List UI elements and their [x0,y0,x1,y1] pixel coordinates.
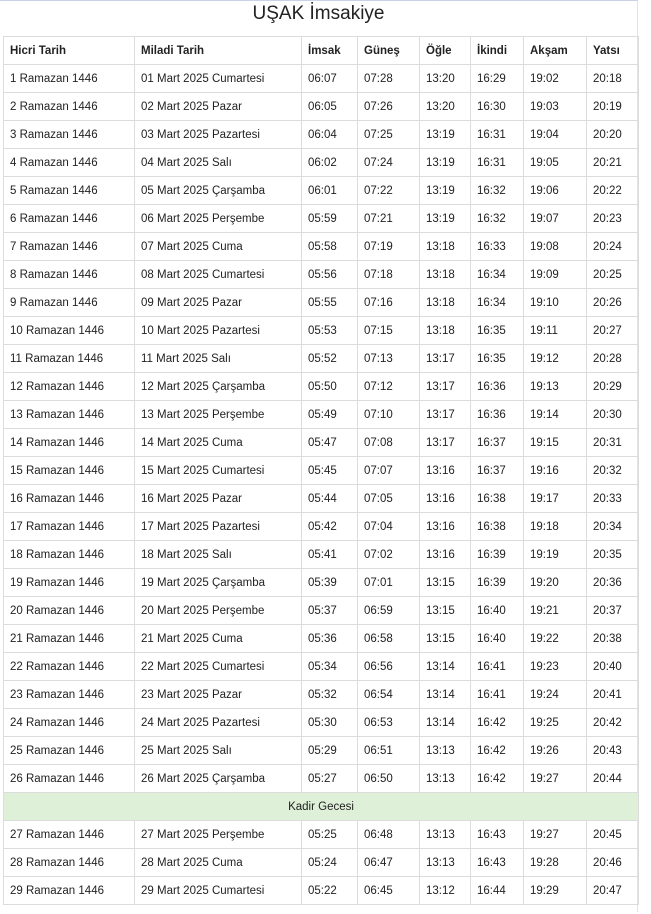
cell-aksam: 19:10 [524,289,587,317]
cell-gunes: 06:51 [358,737,420,765]
cell-yatsi: 20:43 [587,737,639,765]
cell-gunes: 07:19 [358,233,420,261]
cell-ogle: 13:18 [420,317,471,345]
cell-imsak: 05:53 [302,317,358,345]
cell-imsak: 05:22 [302,877,358,905]
cell-hicri-tarih: 7 Ramazan 1446 [4,233,135,261]
cell-yatsi: 20:36 [587,569,639,597]
cell-imsak: 05:50 [302,373,358,401]
cell-ogle: 13:16 [420,513,471,541]
cell-hicri-tarih: 3 Ramazan 1446 [4,121,135,149]
cell-aksam: 19:09 [524,261,587,289]
cell-hicri-tarih: 23 Ramazan 1446 [4,681,135,709]
cell-gunes: 06:53 [358,709,420,737]
cell-gunes: 07:12 [358,373,420,401]
cell-aksam: 19:29 [524,877,587,905]
cell-ogle: 13:18 [420,261,471,289]
cell-miladi-tarih: 07 Mart 2025 Cuma [135,233,302,261]
cell-ikindi: 16:36 [471,373,524,401]
cell-miladi-tarih: 10 Mart 2025 Pazartesi [135,317,302,345]
cell-imsak: 05:34 [302,653,358,681]
cell-ogle: 13:18 [420,289,471,317]
table-row [4,121,639,149]
cell-gunes: 06:56 [358,653,420,681]
cell-aksam: 19:03 [524,93,587,121]
cell-ogle: 13:13 [420,821,471,849]
special-row-label: Kadir Gecesi [4,793,639,821]
cell-miladi-tarih: 15 Mart 2025 Cumartesi [135,457,302,485]
cell-imsak: 05:45 [302,457,358,485]
cell-yatsi: 20:31 [587,429,639,457]
cell-imsak: 05:37 [302,597,358,625]
table-row [4,177,639,205]
cell-yatsi: 20:37 [587,597,639,625]
cell-aksam: 19:21 [524,597,587,625]
cell-miladi-tarih: 19 Mart 2025 Çarşamba [135,569,302,597]
cell-miladi-tarih: 24 Mart 2025 Pazartesi [135,709,302,737]
table-row [4,541,639,569]
cell-aksam: 19:28 [524,849,587,877]
cell-ikindi: 16:44 [471,877,524,905]
cell-ikindi: 16:34 [471,289,524,317]
cell-ikindi: 16:29 [471,65,524,93]
table-row [4,261,639,289]
cell-imsak: 05:58 [302,233,358,261]
cell-aksam: 19:26 [524,737,587,765]
cell-yatsi: 20:24 [587,233,639,261]
cell-gunes: 06:59 [358,597,420,625]
cell-gunes: 07:21 [358,205,420,233]
cell-miladi-tarih: 17 Mart 2025 Pazartesi [135,513,302,541]
cell-hicri-tarih: 20 Ramazan 1446 [4,597,135,625]
table-row [4,877,639,905]
cell-ogle: 13:15 [420,625,471,653]
cell-yatsi: 20:46 [587,849,639,877]
cell-hicri-tarih: 4 Ramazan 1446 [4,149,135,177]
table-row [4,373,639,401]
cell-imsak: 05:24 [302,849,358,877]
cell-imsak: 06:07 [302,65,358,93]
cell-miladi-tarih: 09 Mart 2025 Pazar [135,289,302,317]
cell-yatsi: 20:32 [587,457,639,485]
cell-gunes: 07:22 [358,177,420,205]
cell-gunes: 07:01 [358,569,420,597]
cell-ogle: 13:16 [420,541,471,569]
special-row [4,793,639,821]
cell-hicri-tarih: 15 Ramazan 1446 [4,457,135,485]
cell-hicri-tarih: 16 Ramazan 1446 [4,485,135,513]
cell-ikindi: 16:43 [471,849,524,877]
cell-hicri-tarih: 22 Ramazan 1446 [4,653,135,681]
cell-gunes: 07:16 [358,289,420,317]
cell-ogle: 13:17 [420,345,471,373]
cell-ogle: 13:13 [420,737,471,765]
cell-ogle: 13:20 [420,93,471,121]
cell-imsak: 05:30 [302,709,358,737]
cell-yatsi: 20:26 [587,289,639,317]
cell-miladi-tarih: 04 Mart 2025 Salı [135,149,302,177]
cell-gunes: 07:04 [358,513,420,541]
cell-miladi-tarih: 18 Mart 2025 Salı [135,541,302,569]
table-row [4,765,639,793]
cell-gunes: 07:02 [358,541,420,569]
cell-hicri-tarih: 10 Ramazan 1446 [4,317,135,345]
cell-yatsi: 20:47 [587,877,639,905]
cell-ogle: 13:20 [420,65,471,93]
cell-gunes: 07:05 [358,485,420,513]
cell-miladi-tarih: 29 Mart 2025 Cumartesi [135,877,302,905]
table-row [4,849,639,877]
cell-gunes: 07:25 [358,121,420,149]
table-row [4,317,639,345]
header-gunes: Güneş [358,37,420,65]
cell-ogle: 13:17 [420,373,471,401]
cell-ikindi: 16:37 [471,429,524,457]
cell-ogle: 13:12 [420,877,471,905]
cell-ikindi: 16:42 [471,709,524,737]
cell-ikindi: 16:42 [471,765,524,793]
cell-ikindi: 16:34 [471,261,524,289]
cell-aksam: 19:18 [524,513,587,541]
cell-aksam: 19:11 [524,317,587,345]
cell-gunes: 06:54 [358,681,420,709]
table-row [4,149,639,177]
cell-gunes: 07:24 [358,149,420,177]
cell-miladi-tarih: 08 Mart 2025 Cumartesi [135,261,302,289]
cell-imsak: 05:39 [302,569,358,597]
cell-ikindi: 16:35 [471,345,524,373]
cell-yatsi: 20:23 [587,205,639,233]
cell-ikindi: 16:31 [471,121,524,149]
cell-ikindi: 16:36 [471,401,524,429]
cell-aksam: 19:02 [524,65,587,93]
table-row [4,93,639,121]
cell-hicri-tarih: 27 Ramazan 1446 [4,821,135,849]
table-header-row [4,37,639,65]
cell-miladi-tarih: 27 Mart 2025 Perşembe [135,821,302,849]
table-row [4,429,639,457]
cell-aksam: 19:05 [524,149,587,177]
table-row [4,709,639,737]
header-imsak: İmsak [302,37,358,65]
cell-aksam: 19:27 [524,765,587,793]
cell-ogle: 13:15 [420,597,471,625]
cell-aksam: 19:15 [524,429,587,457]
cell-ikindi: 16:38 [471,513,524,541]
table-row [4,289,639,317]
cell-yatsi: 20:29 [587,373,639,401]
cell-imsak: 05:49 [302,401,358,429]
cell-yatsi: 20:25 [587,261,639,289]
cell-yatsi: 20:42 [587,709,639,737]
cell-gunes: 07:10 [358,401,420,429]
cell-miladi-tarih: 16 Mart 2025 Pazar [135,485,302,513]
cell-imsak: 05:29 [302,737,358,765]
cell-yatsi: 20:30 [587,401,639,429]
cell-ikindi: 16:33 [471,233,524,261]
cell-aksam: 19:23 [524,653,587,681]
cell-ogle: 13:13 [420,849,471,877]
table-row [4,625,639,653]
cell-gunes: 07:18 [358,261,420,289]
cell-gunes: 07:07 [358,457,420,485]
table-row [4,401,639,429]
header-ogle: Öğle [420,37,471,65]
cell-aksam: 19:07 [524,205,587,233]
cell-miladi-tarih: 14 Mart 2025 Cuma [135,429,302,457]
cell-gunes: 06:47 [358,849,420,877]
cell-ikindi: 16:43 [471,821,524,849]
cell-hicri-tarih: 6 Ramazan 1446 [4,205,135,233]
cell-imsak: 05:56 [302,261,358,289]
cell-yatsi: 20:18 [587,65,639,93]
cell-gunes: 07:26 [358,93,420,121]
table-row [4,233,639,261]
cell-ikindi: 16:39 [471,569,524,597]
cell-hicri-tarih: 18 Ramazan 1446 [4,541,135,569]
cell-ikindi: 16:30 [471,93,524,121]
cell-ikindi: 16:39 [471,541,524,569]
cell-yatsi: 20:34 [587,513,639,541]
header-miladi-tarih: Miladi Tarih [135,37,302,65]
cell-yatsi: 20:38 [587,625,639,653]
cell-ikindi: 16:42 [471,737,524,765]
cell-hicri-tarih: 25 Ramazan 1446 [4,737,135,765]
cell-hicri-tarih: 19 Ramazan 1446 [4,569,135,597]
cell-ikindi: 16:38 [471,485,524,513]
cell-hicri-tarih: 5 Ramazan 1446 [4,177,135,205]
cell-imsak: 05:52 [302,345,358,373]
cell-miladi-tarih: 11 Mart 2025 Salı [135,345,302,373]
cell-yatsi: 20:22 [587,177,639,205]
cell-ogle: 13:16 [420,485,471,513]
cell-imsak: 05:32 [302,681,358,709]
cell-aksam: 19:20 [524,569,587,597]
table-row [4,681,639,709]
cell-miladi-tarih: 28 Mart 2025 Cuma [135,849,302,877]
cell-aksam: 19:25 [524,709,587,737]
cell-aksam: 19:17 [524,485,587,513]
cell-gunes: 06:48 [358,821,420,849]
table-row [4,569,639,597]
cell-aksam: 19:24 [524,681,587,709]
cell-ogle: 13:19 [420,205,471,233]
cell-hicri-tarih: 8 Ramazan 1446 [4,261,135,289]
cell-hicri-tarih: 14 Ramazan 1446 [4,429,135,457]
table-row [4,205,639,233]
cell-ogle: 13:16 [420,457,471,485]
table-row [4,457,639,485]
cell-aksam: 19:14 [524,401,587,429]
cell-gunes: 07:28 [358,65,420,93]
table-row [4,485,639,513]
cell-imsak: 05:47 [302,429,358,457]
cell-aksam: 19:22 [524,625,587,653]
cell-imsak: 05:44 [302,485,358,513]
cell-hicri-tarih: 1 Ramazan 1446 [4,65,135,93]
cell-gunes: 06:58 [358,625,420,653]
cell-hicri-tarih: 2 Ramazan 1446 [4,93,135,121]
cell-ogle: 13:14 [420,653,471,681]
cell-imsak: 06:01 [302,177,358,205]
cell-ikindi: 16:32 [471,205,524,233]
table-row [4,513,639,541]
cell-ogle: 13:19 [420,149,471,177]
header-aksam: Akşam [524,37,587,65]
cell-hicri-tarih: 21 Ramazan 1446 [4,625,135,653]
cell-yatsi: 20:28 [587,345,639,373]
cell-hicri-tarih: 13 Ramazan 1446 [4,401,135,429]
cell-yatsi: 20:21 [587,149,639,177]
cell-ikindi: 16:32 [471,177,524,205]
cell-imsak: 06:02 [302,149,358,177]
cell-aksam: 19:19 [524,541,587,569]
cell-miladi-tarih: 01 Mart 2025 Cumartesi [135,65,302,93]
table-row [4,737,639,765]
cell-aksam: 19:27 [524,821,587,849]
cell-ogle: 13:15 [420,569,471,597]
cell-yatsi: 20:44 [587,765,639,793]
cell-ikindi: 16:35 [471,317,524,345]
cell-hicri-tarih: 12 Ramazan 1446 [4,373,135,401]
cell-imsak: 05:25 [302,821,358,849]
cell-yatsi: 20:19 [587,93,639,121]
cell-yatsi: 20:27 [587,317,639,345]
cell-aksam: 19:13 [524,373,587,401]
cell-imsak: 05:41 [302,541,358,569]
cell-aksam: 19:08 [524,233,587,261]
header-ikindi: İkindi [471,37,524,65]
cell-gunes: 07:15 [358,317,420,345]
cell-miladi-tarih: 03 Mart 2025 Pazartesi [135,121,302,149]
cell-miladi-tarih: 13 Mart 2025 Perşembe [135,401,302,429]
cell-miladi-tarih: 25 Mart 2025 Salı [135,737,302,765]
cell-imsak: 05:55 [302,289,358,317]
cell-ogle: 13:19 [420,177,471,205]
cell-miladi-tarih: 06 Mart 2025 Perşembe [135,205,302,233]
cell-ogle: 13:13 [420,765,471,793]
cell-ikindi: 16:40 [471,625,524,653]
cell-yatsi: 20:35 [587,541,639,569]
cell-gunes: 06:45 [358,877,420,905]
cell-imsak: 05:42 [302,513,358,541]
cell-miladi-tarih: 21 Mart 2025 Cuma [135,625,302,653]
cell-ogle: 13:18 [420,233,471,261]
cell-ogle: 13:19 [420,121,471,149]
cell-ogle: 13:14 [420,681,471,709]
cell-hicri-tarih: 9 Ramazan 1446 [4,289,135,317]
table-row [4,345,639,373]
cell-hicri-tarih: 28 Ramazan 1446 [4,849,135,877]
header-hicri-tarih: Hicri Tarih [4,37,135,65]
header-yatsi: Yatsı [587,37,639,65]
cell-miladi-tarih: 26 Mart 2025 Çarşamba [135,765,302,793]
cell-yatsi: 20:41 [587,681,639,709]
cell-miladi-tarih: 20 Mart 2025 Perşembe [135,597,302,625]
cell-imsak: 06:05 [302,93,358,121]
cell-yatsi: 20:20 [587,121,639,149]
table-body [4,65,639,905]
cell-hicri-tarih: 17 Ramazan 1446 [4,513,135,541]
page-title: UŞAK İmsakiye [252,3,385,24]
cell-ikindi: 16:31 [471,149,524,177]
cell-gunes: 07:08 [358,429,420,457]
cell-miladi-tarih: 05 Mart 2025 Çarşamba [135,177,302,205]
cell-gunes: 07:13 [358,345,420,373]
cell-yatsi: 20:45 [587,821,639,849]
cell-ogle: 13:17 [420,429,471,457]
cell-hicri-tarih: 26 Ramazan 1446 [4,765,135,793]
cell-yatsi: 20:33 [587,485,639,513]
cell-aksam: 19:12 [524,345,587,373]
cell-hicri-tarih: 29 Ramazan 1446 [4,877,135,905]
table-row [4,597,639,625]
table-row [4,65,639,93]
cell-aksam: 19:16 [524,457,587,485]
cell-ikindi: 16:41 [471,653,524,681]
cell-imsak: 05:27 [302,765,358,793]
cell-miladi-tarih: 23 Mart 2025 Pazar [135,681,302,709]
cell-imsak: 05:59 [302,205,358,233]
cell-ogle: 13:14 [420,709,471,737]
cell-hicri-tarih: 24 Ramazan 1446 [4,709,135,737]
cell-aksam: 19:06 [524,177,587,205]
cell-miladi-tarih: 22 Mart 2025 Cumartesi [135,653,302,681]
cell-ikindi: 16:41 [471,681,524,709]
cell-miladi-tarih: 12 Mart 2025 Çarşamba [135,373,302,401]
table-row [4,821,639,849]
cell-imsak: 05:36 [302,625,358,653]
cell-yatsi: 20:40 [587,653,639,681]
cell-hicri-tarih: 11 Ramazan 1446 [4,345,135,373]
cell-aksam: 19:04 [524,121,587,149]
cell-gunes: 06:50 [358,765,420,793]
cell-ogle: 13:17 [420,401,471,429]
cell-imsak: 06:04 [302,121,358,149]
imsakiye-table [3,36,639,905]
table-row [4,653,639,681]
cell-miladi-tarih: 02 Mart 2025 Pazar [135,93,302,121]
cell-ikindi: 16:37 [471,457,524,485]
cell-ikindi: 16:40 [471,597,524,625]
